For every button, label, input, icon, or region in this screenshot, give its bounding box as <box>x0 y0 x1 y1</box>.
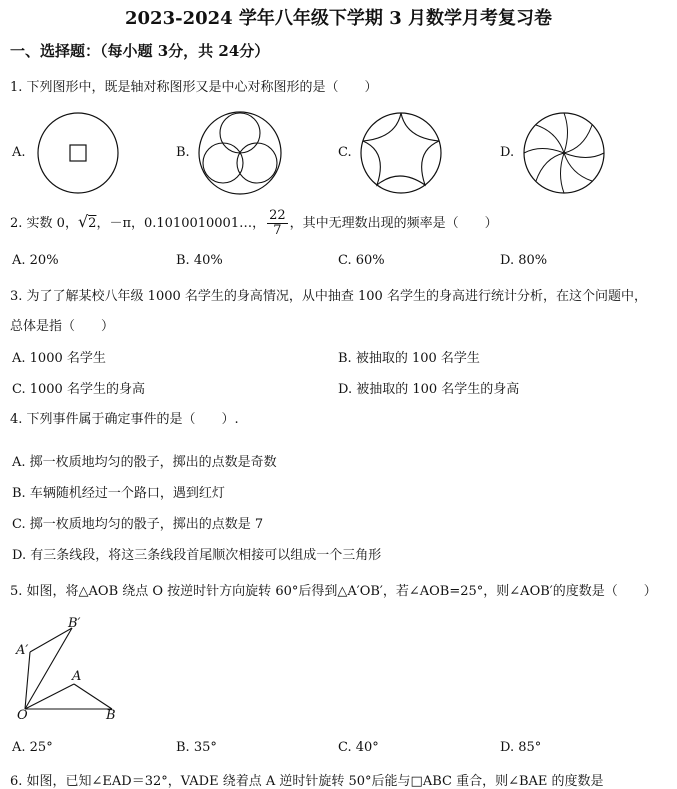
q5-option-a: A. 25° <box>12 740 53 755</box>
q5-option-b: B. 35° <box>176 740 217 755</box>
page-title: 2023-2024 学年八年级下学期 3 月数学月考复习卷 <box>125 8 552 29</box>
q2-option-d: D. 80% <box>500 253 548 268</box>
q1-option-c-label: C. <box>338 145 352 160</box>
q5-label-o: O <box>17 708 28 723</box>
q2-option-b: B. 40% <box>176 253 223 268</box>
q1-figure-c-star <box>358 110 444 196</box>
q5-label-a: A <box>72 669 82 684</box>
q1-figure-d-swirl <box>521 110 607 196</box>
question-3-stem-line1: 3. 为了了解某校八年级 1000 名学生的身高情况，从中抽查 100 名学生的身高进行统计分析，在这个问题中， <box>10 289 647 304</box>
q2-option-c: C. 60% <box>338 253 385 268</box>
q1-option-b-label: B. <box>176 145 190 160</box>
q2-stem-part-b: ，－π，0.1010010001…， <box>96 216 266 231</box>
q4-option-d: D. 有三条线段，将这三条线段首尾顺次相接可以组成一个三角形 <box>12 548 382 563</box>
q4-option-a: A. 掷一枚质地均匀的骰子，掷出的点数是奇数 <box>12 455 277 470</box>
q5-option-c: C. 40° <box>338 740 379 755</box>
q2-option-a: A. 20% <box>12 253 59 268</box>
q4-option-c: C. 掷一枚质地均匀的骰子，掷出的点数是 7 <box>12 517 264 532</box>
question-3-stem-line2: 总体是指（ ） <box>10 319 115 334</box>
q5-option-d: D. 85° <box>500 740 542 755</box>
q5-label-b: B <box>106 708 116 723</box>
question-1-stem: 1. 下列图形中，既是轴对称图形又是中心对称图形的是（ ） <box>10 80 378 95</box>
question-5-stem: 5. 如图，将△AOB 绕点 O 按逆时针方向旋转 60°后得到△A′OB′，若∠AOB=25°，则∠AOB′的度数是（ ） <box>10 584 657 599</box>
q3-option-b: B. 被抽取的 100 名学生 <box>338 351 480 366</box>
q1-option-a-label: A. <box>12 145 26 160</box>
q2-stem-part-a: 2. 实数 0， <box>10 216 78 231</box>
q4-option-b: B. 车辆随机经过一个路口，遇到红灯 <box>12 486 225 501</box>
q1-figure-a-coin <box>35 110 121 196</box>
q2-fraction-denominator: 7 <box>273 223 282 238</box>
section-heading: 一、选择题：（每小题 3分，共 24分） <box>10 42 270 60</box>
question-6-stem: 6. 如图，已知∠EAD＝32°，VADE 绕着点 A 逆时针旋转 50°后能与□ABC 重合，则∠BAE 的度数是 <box>10 774 604 789</box>
q3-option-c: C. 1000 名学生的身高 <box>12 382 145 397</box>
q1-option-d-label: D. <box>500 145 515 160</box>
question-2-stem <box>10 208 498 238</box>
q1-figure-b-trefoil <box>196 109 284 197</box>
q2-fraction-numerator: 22 <box>269 208 286 223</box>
q5-label-a-prime: A′ <box>16 643 29 658</box>
q5-label-b-prime: B′ <box>68 616 81 631</box>
q2-fraction <box>267 209 288 238</box>
q3-option-a: A. 1000 名学生 <box>12 351 106 366</box>
q3-option-d: D. 被抽取的 100 名学生的身高 <box>338 382 520 397</box>
question-4-stem: 4. 下列事件属于确定事件的是（ ）. <box>10 412 239 427</box>
sqrt-symbol: √ <box>77 212 89 231</box>
q2-stem-part-c: ，其中无理数出现的频率是（ ） <box>289 216 498 231</box>
q2-sqrt-argument: 2 <box>88 216 97 231</box>
